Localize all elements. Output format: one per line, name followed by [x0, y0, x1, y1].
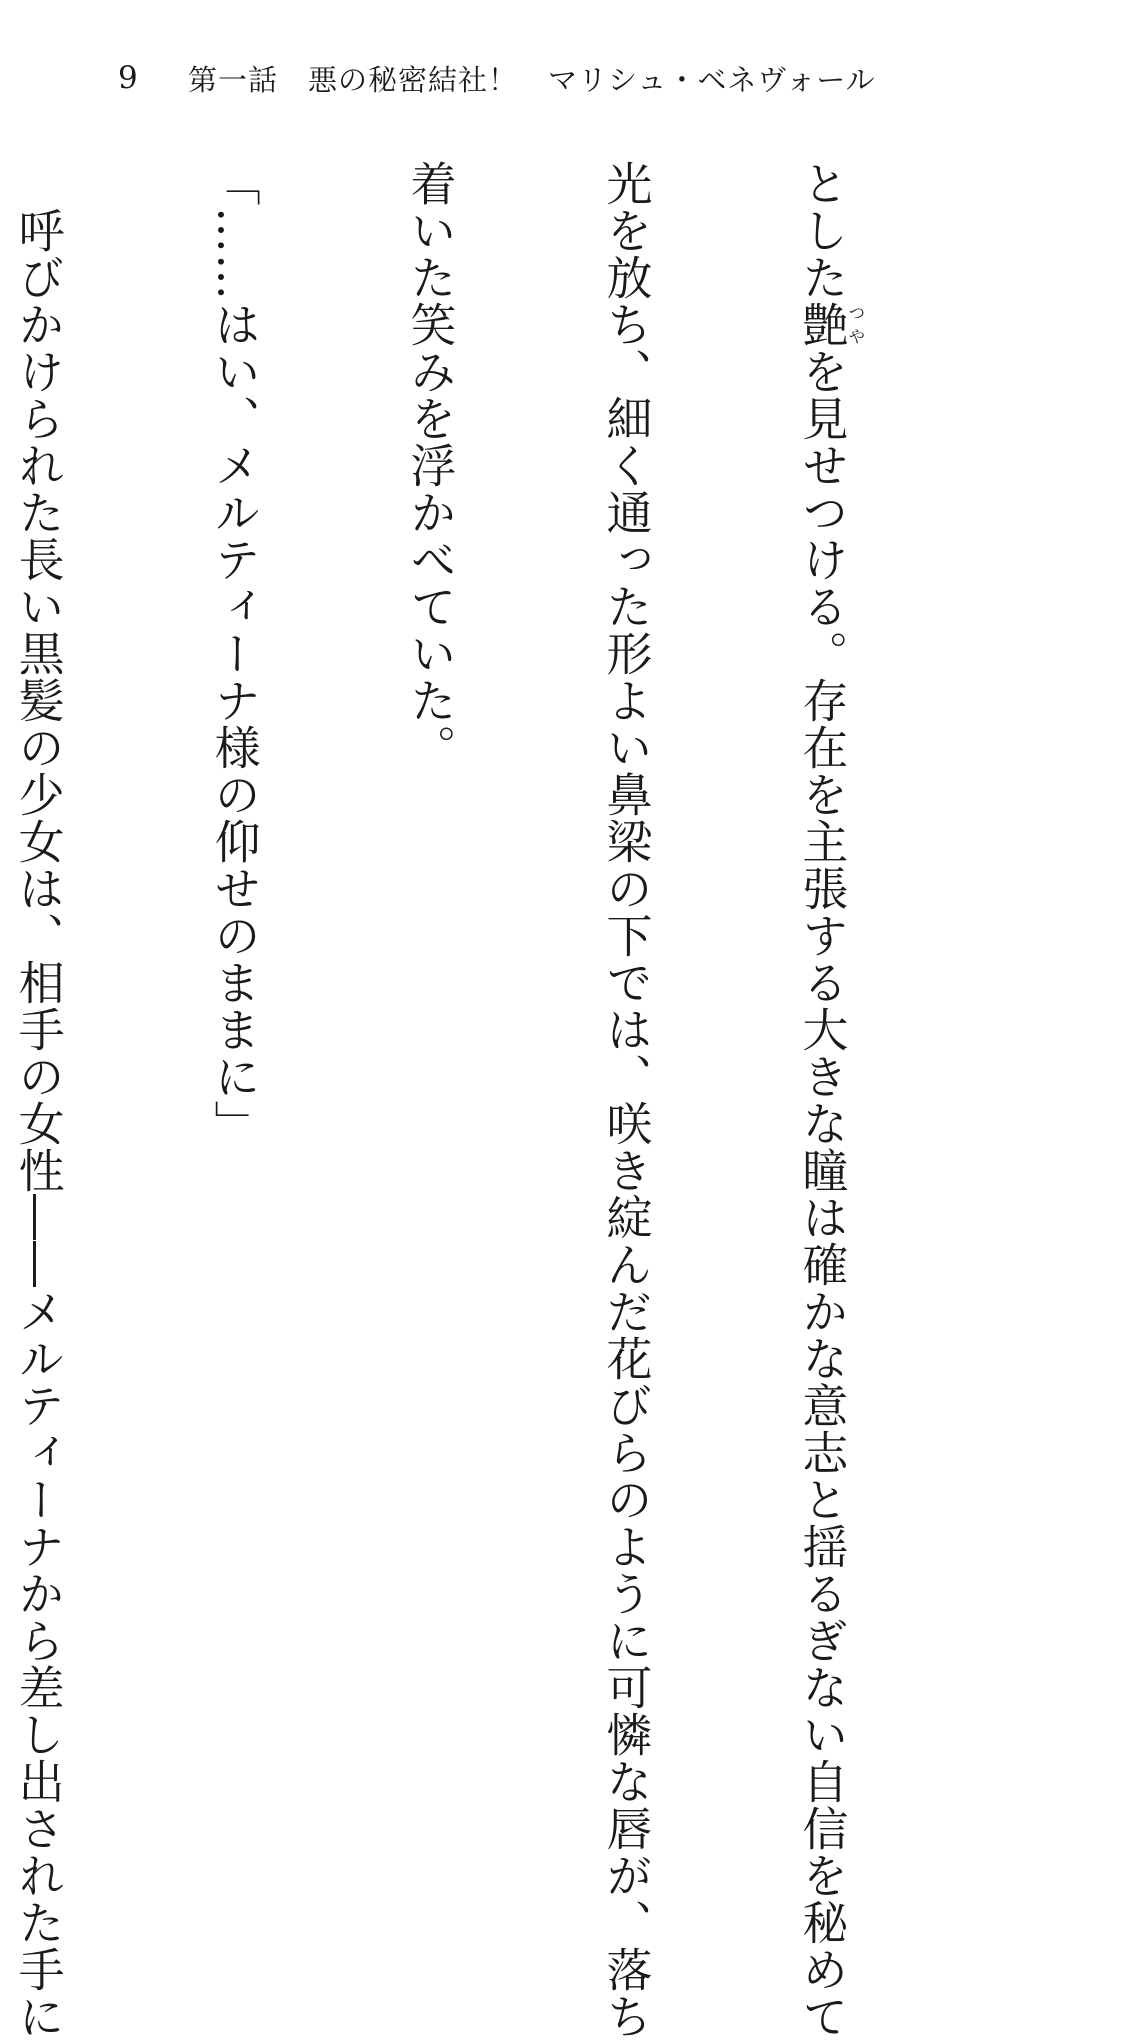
- text-column-2: 光を放ち、細く通った形よい鼻梁の下では、咲き綻んだ花びらのように可憐な唇が、落ち: [599, 160, 654, 2040]
- ruby-reading: つや: [844, 301, 865, 348]
- text-column-4: 「……はい、メルティーナ様の仰せのままに」: [207, 160, 262, 1147]
- text-column-5: 呼びかけられた長い黒髪の少女は、相手の女性――メルティーナから差し出された手に: [11, 160, 66, 2040]
- chapter-title: 第一話 悪の秘密結社！ マリシュ・ベネヴォール: [188, 62, 876, 97]
- ruby-annotation: 艶つや: [795, 301, 865, 348]
- text-column-3: 着いた笑みを浮かべていた。: [403, 160, 458, 771]
- vertical-body-text: [11, 160, 994, 2040]
- page-number: 9: [118, 60, 139, 96]
- running-header: [118, 58, 876, 98]
- text-column-1: とした艶つやを見せつける。存在を主張する大きな瞳は確かな意志と揺るぎない自信を秘めて: [795, 160, 865, 2040]
